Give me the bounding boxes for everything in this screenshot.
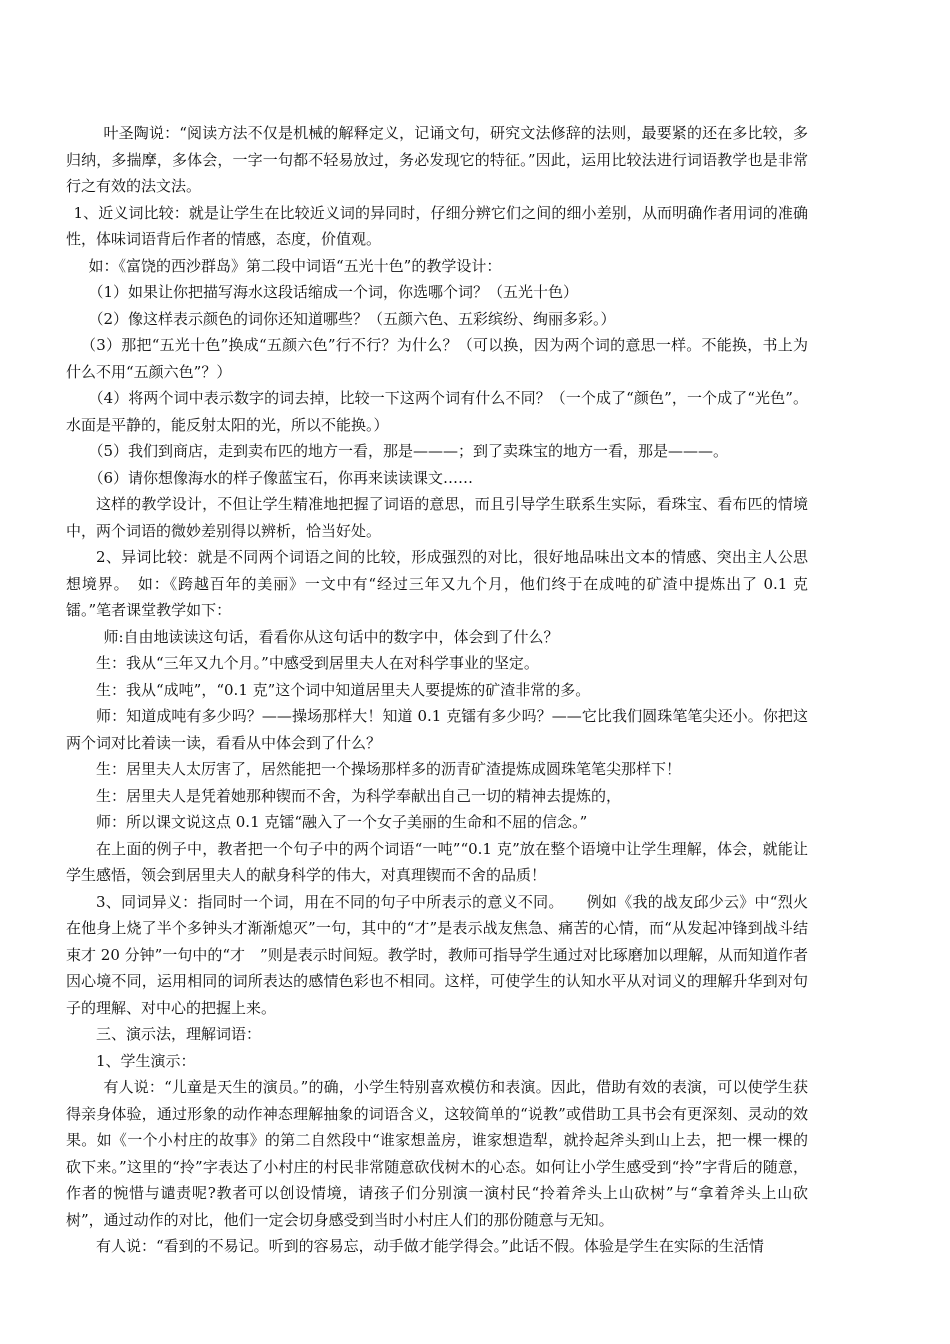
paragraph-student-demo: 有人说：“儿童是天生的演员。”的确，小学生特别喜欢模仿和表演。因此，借助有效的表演，可以使学生获得亲身体验，通过形象的动作神态理解抽象的词语含义，这较简单的“说教”或借助工具书会有更深刻、灵动的效果。如《一个小村庄的故事》的第二自然段中“谁家想盖房，谁家想造犁，就拎起斧头到山上去，把一棵一棵的砍下来。”这里的“拎”字表达了小村庄的村民非常随意砍伐树木的心态。如何让小学生感受到“拎”字背后的随意，作者的惋惜与谴责呢?教者可以创设情境，请孩子们分别演一演村民“拎着斧头上山砍树”与“拿着斧头上山砍树”，通过动作的对比，他们一定会切身感受到当时小村庄人们的那份随意与无知。 <box>66 1078 808 1229</box>
paragraph-intro: 叶圣陶说：“阅读方法不仅是机械的解释定义，记诵文句，研究文法修辞的法则，最要紧的还在多比较，多归纳，多揣摩，多体会，一字一句都不轻易放过，务必发现它的特征。”因此，运用比较法进行词语教学也是非常行之有效的法文法。 <box>66 124 808 195</box>
subsection-heading-student-demo: 1、学生演示： <box>96 1051 196 1070</box>
paragraph-step-6: （6）请你想像海水的样子像蓝宝石，你再来读读课文…… <box>88 468 474 487</box>
dialogue-line-4: 师：知道成吨有多少吗？——操场那样大！知道 0.1 克镭有多少吗？——它比我们圆珠笔笔尖还小。你把这两个词对比着读一读，看看从中体会到了什么？ <box>66 707 808 752</box>
paragraph-step-3: （3）那把“五光十色”换成“五颜六色”行不行？为什么？（可以换，因为两个词的意思一样。不能换，书上为什么不用“五颜六色”？） <box>66 336 808 381</box>
paragraph-step-1: （1）如果让你把描写海水这段话缩成一个词，你选哪个词？（五光十色） <box>88 283 579 301</box>
paragraph-same-word-diff-meaning: 3、同词异义：指同时一个词，用在不同的句子中所表示的意义不同。 例如《我的战友邱少云》中“烈火在他身上烧了半个多钟头才渐渐熄灭”一句，其中的“才”是表示战友焦急、痛苦的心情，而“从发起冲锋到战斗结束才 20 分钟”一句中的“才 ”则是表示时间短。教学时，教师可指导学生通过对比琢磨加以理解，从而知道作者因心境不同，运用相同的词所表达的感情色彩也不相同。这样，可使学生的认知水平从对词义的理解升华到对句子的理解、对中心的把握上来。 <box>66 892 808 1017</box>
dialogue-line-1: 师:自由地读读这句话，看看你从这句话中的数字中，体会到了什么？ <box>103 627 559 646</box>
dialogue-line-2: 生：我从“三年又九个月。”中感受到居里夫人在对科学事业的坚定。 <box>96 654 539 672</box>
paragraph-different-words: 2、异词比较：就是不同两个词语之间的比较，形成强烈的对比，很好地品味出文本的情感、突出主人公思想境界。 如：《跨越百年的美丽》一文中有“经过三年又九个月，他们终于在成吨的矿渣中提炼出了 0.1 克镭。”笔者课堂教学如下： <box>66 548 808 619</box>
paragraph-experience: 有人说：“看到的不易记。听到的容易忘，动手做才能学得会。”此话不假。体验是学生在实际的生活情 <box>96 1237 764 1255</box>
paragraph-design-summary: 这样的教学设计，不但让学生精准地把握了词语的意思，而且引导学生联系生实际，看珠宝、看布匹的情境中，两个词语的微妙差别得以辨析，恰当好处。 <box>66 495 808 540</box>
dialogue-line-6: 生：居里夫人是凭着她那种锲而不舍，为科学奉献出自己一切的精神去提炼的， <box>96 786 622 805</box>
dialogue-line-7: 师：所以课文说这点 0.1 克镭“融入了一个女子美丽的生命和不屈的信念。” <box>96 813 588 831</box>
section-heading-demonstration: 三、演示法，理解词语： <box>96 1025 262 1043</box>
paragraph-synonym-compare: 1、近义词比较：就是让学生在比较近义词的异同时，仔细分辨它们之间的细小差别，从而明确作者用词的准确性，体味词语背后作者的情感，态度，价值观。 <box>66 203 808 248</box>
paragraph-example-summary: 在上面的例子中，教者把一个句子中的两个词语“一吨”“0.1 克”放在整个语境中让学生理解，体会，就能让学生感悟，领会到居里夫人的献身科学的伟大，对真理锲而不舍的品质！ <box>66 839 808 884</box>
paragraph-step-2: （2）像这样表示颜色的词你还知道哪些？（五颜六色、五彩缤纷、绚丽多彩。） <box>88 309 616 328</box>
paragraph-example-intro: 如：《富饶的西沙群岛》第二段中词语“五光十色”的教学设计： <box>88 256 502 275</box>
dialogue-line-3: 生：我从“成吨”，“0.1 克”这个词中知道居里夫人要提炼的矿渣非常的多。 <box>96 680 591 699</box>
paragraph-step-5: （5）我们到商店，走到卖布匹的地方一看，那是———；到了卖珠宝的地方一看，那是———。 <box>88 442 729 460</box>
document-page <box>66 120 808 1260</box>
dialogue-line-5: 生：居里夫人太厉害了，居然能把一个操场那样多的沥青矿渣提炼成圆珠笔笔尖那样下！ <box>96 760 682 778</box>
paragraph-step-4: （4）将两个词中表示数字的词去掉，比较一下这两个词有什么不同？（一个成了“颜色”，一个成了“光色”。水面是平静的，能反射太阳的光，所以不能换。） <box>66 389 808 434</box>
